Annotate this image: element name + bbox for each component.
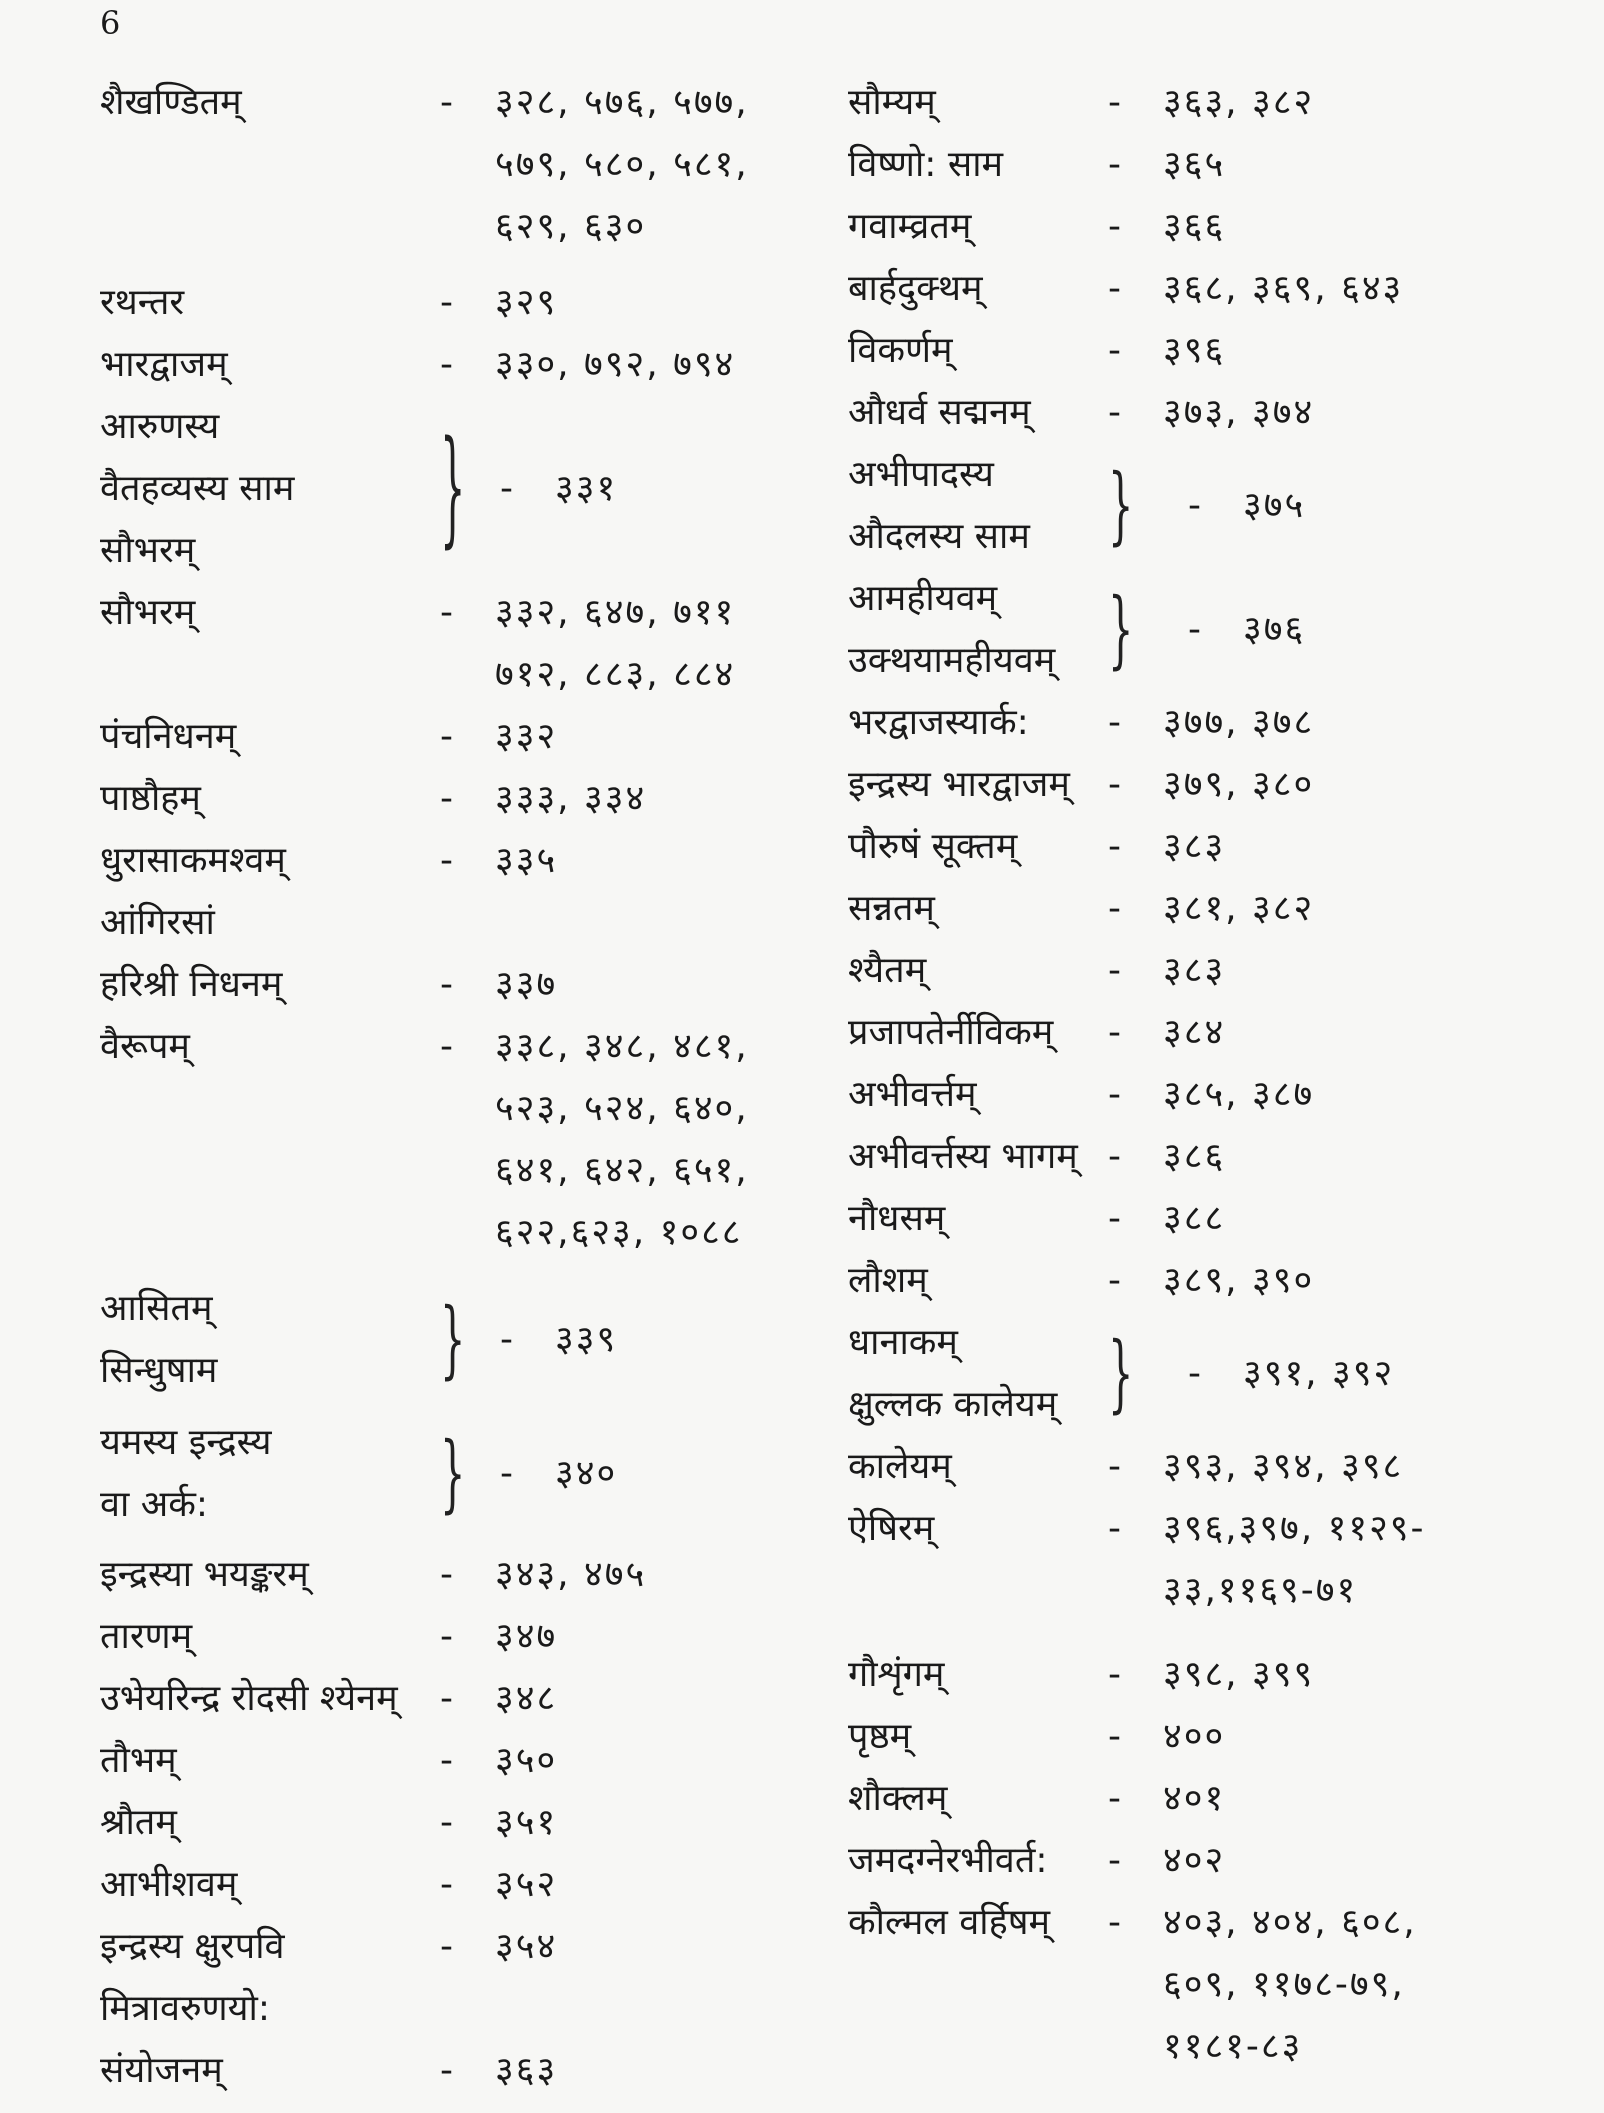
entry-names [848, 1312, 1108, 1436]
entry-names [100, 72, 440, 134]
reference-numbers: ३८३ [1163, 950, 1226, 991]
entry-dash: - [440, 2050, 453, 2091]
entry-references [1243, 475, 1305, 537]
saman-name: वा अर्क: [100, 1484, 209, 1525]
saman-name: जमदग्नेरभीवर्त: [848, 1840, 1048, 1881]
entry-references [495, 1544, 646, 1606]
index-entry [848, 568, 1588, 692]
entry-names [848, 258, 1108, 320]
entry-references [495, 1854, 557, 1916]
saman-name: सौभरम् [100, 592, 196, 633]
entry-references [1163, 940, 1225, 1002]
entry-references [1163, 134, 1225, 196]
grouping-brace: } [1108, 457, 1134, 555]
entry-dash: - [1108, 1136, 1121, 1177]
reference-numbers: ३५० [495, 1740, 558, 1781]
reference-numbers: ६४१, ६४२, ६५१, [495, 1150, 749, 1191]
entry-references [1163, 816, 1225, 878]
saman-name: विकर्णम् [848, 330, 953, 371]
saman-name: भारद्वाजम् [100, 344, 228, 385]
entry-references [1163, 258, 1403, 320]
entry-names [100, 1016, 440, 1078]
entry-dash: - [440, 964, 453, 1005]
entry-dash: - [1188, 609, 1201, 650]
reference-numbers: ४०० [1163, 1716, 1226, 1757]
entry-references [1163, 1706, 1225, 1768]
index-entry [848, 692, 1588, 754]
index-entry [848, 1830, 1588, 1892]
entry-dash: - [500, 1453, 513, 1494]
reference-numbers: ३७९, ३८० [1163, 764, 1315, 805]
entry-dash: - [1108, 144, 1121, 185]
page-number: 6 [100, 4, 121, 42]
entry-names [100, 706, 440, 768]
reference-numbers: ७१२, ८८३, ८८४ [495, 654, 736, 695]
entry-names [848, 1498, 1108, 1560]
entry-names [848, 196, 1108, 258]
index-entry [848, 320, 1588, 382]
entry-dash: - [440, 716, 453, 757]
index-entry [848, 754, 1588, 816]
reference-numbers: ३९१, ३९२ [1243, 1353, 1395, 1394]
saman-name: बार्हदुक्थम् [848, 268, 983, 309]
entry-dash: - [1108, 1260, 1121, 1301]
reference-numbers: ३४८ [495, 1678, 558, 1719]
saman-name: अभीवर्त्तम् [848, 1074, 977, 1115]
saman-name: सौभरम् [100, 530, 196, 571]
reference-numbers: ३८४ [1163, 1012, 1226, 1053]
index-entry [848, 134, 1588, 196]
saman-name: शैखण्डितम् [100, 82, 242, 123]
entry-names [848, 382, 1108, 444]
entry-references [1163, 320, 1225, 382]
entry-names [848, 1644, 1108, 1706]
index-entry [848, 1188, 1588, 1250]
reference-numbers: ३८६ [1163, 1136, 1226, 1177]
entry-names [848, 1768, 1108, 1830]
index-entry [848, 1126, 1588, 1188]
reference-numbers: ४०२ [1163, 1840, 1226, 1881]
entry-dash: - [1108, 82, 1121, 123]
entry-references [1163, 196, 1225, 258]
reference-numbers: ३४७ [495, 1616, 558, 1657]
entry-references [495, 1916, 557, 1978]
entry-dash: - [1108, 950, 1121, 991]
entry-dash: - [440, 1554, 453, 1595]
entry-names [848, 1188, 1108, 1250]
entry-dash: - [440, 282, 453, 323]
index-entry [100, 954, 800, 1016]
saman-name: क्षुल्लक कालेयम् [848, 1384, 1058, 1425]
entry-names [848, 816, 1108, 878]
entry-names [100, 954, 440, 1016]
entry-references [495, 1606, 557, 1668]
entry-dash: - [1108, 1654, 1121, 1695]
saman-name: उक्थयामहीयवम् [848, 640, 1056, 681]
saman-name: मित्रावरुणयो: [100, 1988, 270, 2029]
saman-name: प्रजापतेर्नीविकम् [848, 1012, 1054, 1053]
reference-numbers: ३९६ [1163, 330, 1226, 371]
entry-names [100, 1916, 440, 2040]
index-entry [100, 1792, 800, 1854]
saman-name: धुरासाकमश्वम् [100, 840, 286, 881]
entry-dash: - [440, 1802, 453, 1843]
reference-numbers: ५२३, ५२४, ६४०, [495, 1088, 749, 1129]
entry-names [848, 692, 1108, 754]
saman-name: रथन्तर [100, 282, 185, 323]
entry-dash: - [1108, 1716, 1121, 1757]
reference-numbers: ३४३, ४७५ [495, 1554, 647, 1595]
saman-name: भरद्वाजस्यार्क: [848, 702, 1029, 743]
entry-dash: - [1108, 826, 1121, 867]
index-entry [848, 816, 1588, 878]
reference-numbers: ६२२,६२३, १०८८ [495, 1212, 743, 1253]
index-entry [848, 382, 1588, 444]
reference-numbers: ३७५ [1243, 485, 1306, 526]
saman-name: आमहीयवम् [848, 578, 998, 619]
index-entry [848, 72, 1588, 134]
entry-dash: - [1108, 1778, 1121, 1819]
reference-numbers: ३६५ [1163, 144, 1226, 185]
entry-references [1163, 1498, 1426, 1622]
reference-numbers: ३७३, ३७४ [1163, 392, 1315, 433]
saman-name: शौक्लम् [848, 1778, 948, 1819]
index-entry [100, 1668, 800, 1730]
entry-references [495, 72, 749, 258]
reference-numbers: ३४० [555, 1453, 618, 1494]
index-entry [100, 830, 800, 954]
saman-name: इन्द्रस्य क्षुरपवि [100, 1926, 285, 1967]
saman-name: औधर्व सद्मनम् [848, 392, 1031, 433]
entry-names [100, 1854, 440, 1916]
entry-references [495, 954, 557, 1016]
reference-numbers: ३७६ [1243, 609, 1306, 650]
entry-references [1163, 1126, 1225, 1188]
saman-name: तारणम् [100, 1616, 193, 1657]
index-entry [848, 878, 1588, 940]
reference-numbers: ३९८, ३९९ [1163, 1654, 1315, 1695]
saman-name: धानाकम् [848, 1322, 958, 1363]
reference-numbers: ३९६,३९७, ११२९- [1163, 1508, 1426, 1549]
entry-references [495, 2040, 557, 2102]
reference-numbers: ३६८, ३६९, ६४३ [1163, 268, 1404, 309]
entry-names [848, 444, 1108, 568]
entry-references [495, 1016, 749, 1264]
entry-dash: - [440, 840, 453, 881]
reference-numbers: ६२९, ६३० [495, 206, 647, 247]
reference-numbers: ३३,११६९-७१ [1163, 1570, 1358, 1611]
entry-dash: - [440, 1678, 453, 1719]
saman-name: इन्द्रस्या भयङ्करम् [100, 1554, 309, 1595]
saman-name: सिन्धुषाम [100, 1350, 218, 1391]
entry-names [848, 1830, 1108, 1892]
reference-numbers: ३३५ [495, 840, 558, 881]
entry-dash: - [1108, 1198, 1121, 1239]
index-entry [848, 1892, 1588, 2078]
entry-references [1163, 1892, 1417, 2078]
entry-names [100, 1668, 440, 1730]
entry-references [555, 458, 617, 520]
entry-names [848, 134, 1108, 196]
entry-names [100, 1412, 440, 1536]
reference-numbers: ३८५, ३८७ [1163, 1074, 1315, 1115]
entry-names [100, 2040, 440, 2102]
entry-names [848, 1706, 1108, 1768]
entry-names [848, 940, 1108, 1002]
saman-name: पृष्ठम् [848, 1716, 912, 1757]
entry-names [848, 878, 1108, 940]
entry-names [100, 1606, 440, 1668]
entry-dash: - [1108, 392, 1121, 433]
index-entry [848, 1250, 1588, 1312]
entry-dash: - [1108, 702, 1121, 743]
index-entry [100, 1606, 800, 1668]
reference-numbers: ३३२, ६४७, ७११ [495, 592, 736, 633]
grouping-brace: } [440, 1291, 466, 1389]
entry-dash: - [440, 778, 453, 819]
entry-references [1243, 599, 1305, 661]
entry-dash: - [440, 1026, 453, 1067]
reference-numbers: ४०३, ४०४, ६०८, [1163, 1902, 1417, 1943]
entry-references [1163, 1644, 1314, 1706]
entry-references [495, 1792, 557, 1854]
index-entry [848, 1002, 1588, 1064]
entry-names [848, 72, 1108, 134]
entry-dash: - [440, 592, 453, 633]
entry-dash: - [1108, 1446, 1121, 1487]
entry-dash: - [1108, 1902, 1121, 1943]
saman-name: कालेयम् [848, 1446, 952, 1487]
entry-dash: - [440, 82, 453, 123]
entry-dash: - [1108, 330, 1121, 371]
entry-references [1163, 1436, 1403, 1498]
saman-name: आसितम् [100, 1288, 213, 1329]
index-entry [848, 196, 1588, 258]
entry-names [100, 1792, 440, 1854]
entry-names [848, 1436, 1108, 1498]
entry-references [495, 830, 557, 892]
saman-name: औदलस्य साम [848, 516, 1030, 557]
entry-references [1163, 1830, 1225, 1892]
reference-numbers: ३८९, ३९० [1163, 1260, 1315, 1301]
left-column [100, 72, 800, 2102]
entry-references [1163, 754, 1314, 816]
reference-numbers: ४०१ [1163, 1778, 1226, 1819]
saman-name: गवाम्व्रतम् [848, 206, 972, 247]
saman-name: अभीवर्त्तस्य भागम् [848, 1136, 1078, 1177]
entry-references [1163, 1002, 1225, 1064]
saman-name: कौल्मल वर्हिषम् [848, 1902, 1051, 1943]
reference-numbers: ५७९, ५८०, ५८१, [495, 144, 749, 185]
reference-numbers: ३२९ [495, 282, 558, 323]
saman-name: श्यैतम् [848, 950, 927, 991]
reference-numbers: ३३१ [555, 468, 618, 509]
entry-names [848, 320, 1108, 382]
entry-dash: - [1108, 764, 1121, 805]
entry-names [848, 1892, 1108, 1954]
entry-dash: - [1108, 268, 1121, 309]
index-entry [848, 940, 1588, 1002]
entry-names [848, 754, 1108, 816]
index-entry [100, 1854, 800, 1916]
index-entry [848, 1768, 1588, 1830]
reference-numbers: ३३२ [495, 716, 558, 757]
entry-dash: - [1108, 1508, 1121, 1549]
entry-names [100, 334, 440, 396]
entry-dash: - [440, 344, 453, 385]
entry-references [1163, 1768, 1225, 1830]
reference-numbers: ३३९ [555, 1319, 618, 1360]
saman-name: पंचनिधनम् [100, 716, 237, 757]
saman-name: आंगिरसां [100, 902, 215, 943]
entry-dash: - [440, 1740, 453, 1781]
entry-names [100, 272, 440, 334]
saman-name: संयोजनम् [100, 2050, 223, 2091]
entry-references [495, 582, 735, 706]
reference-numbers: ३३८, ३४८, ४८१, [495, 1026, 749, 1067]
grouping-brace: } [1108, 1325, 1134, 1423]
reference-numbers: ३६६ [1163, 206, 1226, 247]
entry-dash: - [500, 468, 513, 509]
entry-names [848, 568, 1108, 692]
saman-name: सौम्यम् [848, 82, 936, 123]
entry-references [1243, 1343, 1394, 1405]
entry-references [495, 1730, 557, 1792]
saman-name: श्रौतम् [100, 1802, 177, 1843]
entry-references [1163, 72, 1314, 134]
reference-numbers: ६०९, ११७८-७९, [1163, 1964, 1405, 2005]
entry-names [848, 1064, 1108, 1126]
entry-names [100, 396, 440, 582]
entry-references [495, 706, 557, 768]
saman-name: विष्णो: साम [848, 144, 1004, 185]
saman-name: ऐषिरम् [848, 1508, 935, 1549]
index-entry [848, 1644, 1588, 1706]
grouping-brace: } [440, 416, 466, 562]
saman-name: उभेयरिन्द्र रोदसी श्येनम् [100, 1678, 398, 1719]
entry-references [495, 768, 646, 830]
reference-numbers: ३३०, ७९२, ७९४ [495, 344, 736, 385]
saman-name: सन्नतम् [848, 888, 935, 929]
saman-name: हरिश्री निधनम् [100, 964, 283, 1005]
entry-dash: - [1108, 1074, 1121, 1115]
saman-name: यमस्य इन्द्रस्य [100, 1422, 272, 1463]
entry-names [100, 1730, 440, 1792]
entry-dash: - [440, 1926, 453, 1967]
reference-numbers: ३५१ [495, 1802, 558, 1843]
index-entry [848, 258, 1588, 320]
reference-numbers: ३७७, ३७८ [1163, 702, 1315, 743]
entry-dash: - [440, 1616, 453, 1657]
entry-references [495, 272, 557, 334]
reference-numbers: ३८१, ३८२ [1163, 888, 1315, 929]
reference-numbers: ३५४ [495, 1926, 558, 1967]
entry-names [100, 768, 440, 830]
entry-references [555, 1443, 617, 1505]
reference-numbers: ३८८ [1163, 1198, 1226, 1239]
entry-names [100, 830, 440, 954]
entry-dash: - [1108, 206, 1121, 247]
saman-name: आरुणस्य [100, 406, 220, 447]
index-entry [100, 396, 800, 582]
index-entry [848, 444, 1588, 568]
entry-names [848, 1250, 1108, 1312]
saman-name: वैतहव्यस्य साम [100, 468, 295, 509]
reference-numbers: ३८३ [1163, 826, 1226, 867]
reference-numbers: ३३७ [495, 964, 558, 1005]
entry-dash: - [1108, 1840, 1121, 1881]
saman-name: वैरूपम् [100, 1026, 190, 1067]
reference-numbers: ३६३, ३८२ [1163, 82, 1315, 123]
index-entry [100, 1412, 800, 1536]
reference-numbers: ३६३ [495, 2050, 558, 2091]
index-entry [100, 2040, 800, 2102]
entry-dash: - [1108, 888, 1121, 929]
entry-references [495, 334, 735, 396]
saman-name: लौशम् [848, 1260, 928, 1301]
entry-references [555, 1309, 617, 1371]
reference-numbers: ३५२ [495, 1864, 558, 1905]
reference-numbers: ३९३, ३९४, ३९८ [1163, 1446, 1404, 1487]
entry-references [1163, 878, 1314, 940]
index-entry [100, 1730, 800, 1792]
index-entry [848, 1436, 1588, 1498]
entry-dash: - [1188, 485, 1201, 526]
reference-numbers: ३३३, ३३४ [495, 778, 647, 819]
index-entry [100, 1916, 800, 2040]
index-entry [848, 1064, 1588, 1126]
entry-names [100, 1278, 440, 1402]
reference-numbers: ३२८, ५७६, ५७७, [495, 82, 749, 123]
reference-numbers: ११८१-८३ [1163, 2026, 1303, 2067]
saman-name: अभीपादस्य [848, 454, 994, 495]
saman-name: पौरुषं सूक्तम् [848, 826, 1018, 867]
entry-dash: - [1188, 1353, 1201, 1394]
grouping-brace: } [1108, 581, 1134, 679]
entry-dash: - [1108, 1012, 1121, 1053]
entry-names [848, 1002, 1108, 1064]
entry-names [100, 582, 440, 644]
right-column [848, 72, 1588, 2078]
entry-references [1163, 1188, 1225, 1250]
entry-names [100, 1544, 440, 1606]
index-entry [848, 1706, 1588, 1768]
saman-name: आभीशवम् [100, 1864, 238, 1905]
entry-dash: - [440, 1864, 453, 1905]
saman-name: गौशृंगम् [848, 1654, 945, 1695]
saman-name: इन्द्रस्य भारद्वाजम् [848, 764, 1070, 805]
saman-name: पाष्ठौहम् [100, 778, 201, 819]
entry-references [495, 1668, 557, 1730]
entry-dash: - [500, 1319, 513, 1360]
grouping-brace: } [440, 1425, 466, 1523]
index-entry [848, 1312, 1588, 1436]
entry-names [848, 1126, 1108, 1188]
index-entry [848, 1498, 1588, 1622]
saman-name: तौभम् [100, 1740, 177, 1781]
saman-name: नौधसम् [848, 1198, 946, 1239]
entry-references [1163, 1064, 1314, 1126]
